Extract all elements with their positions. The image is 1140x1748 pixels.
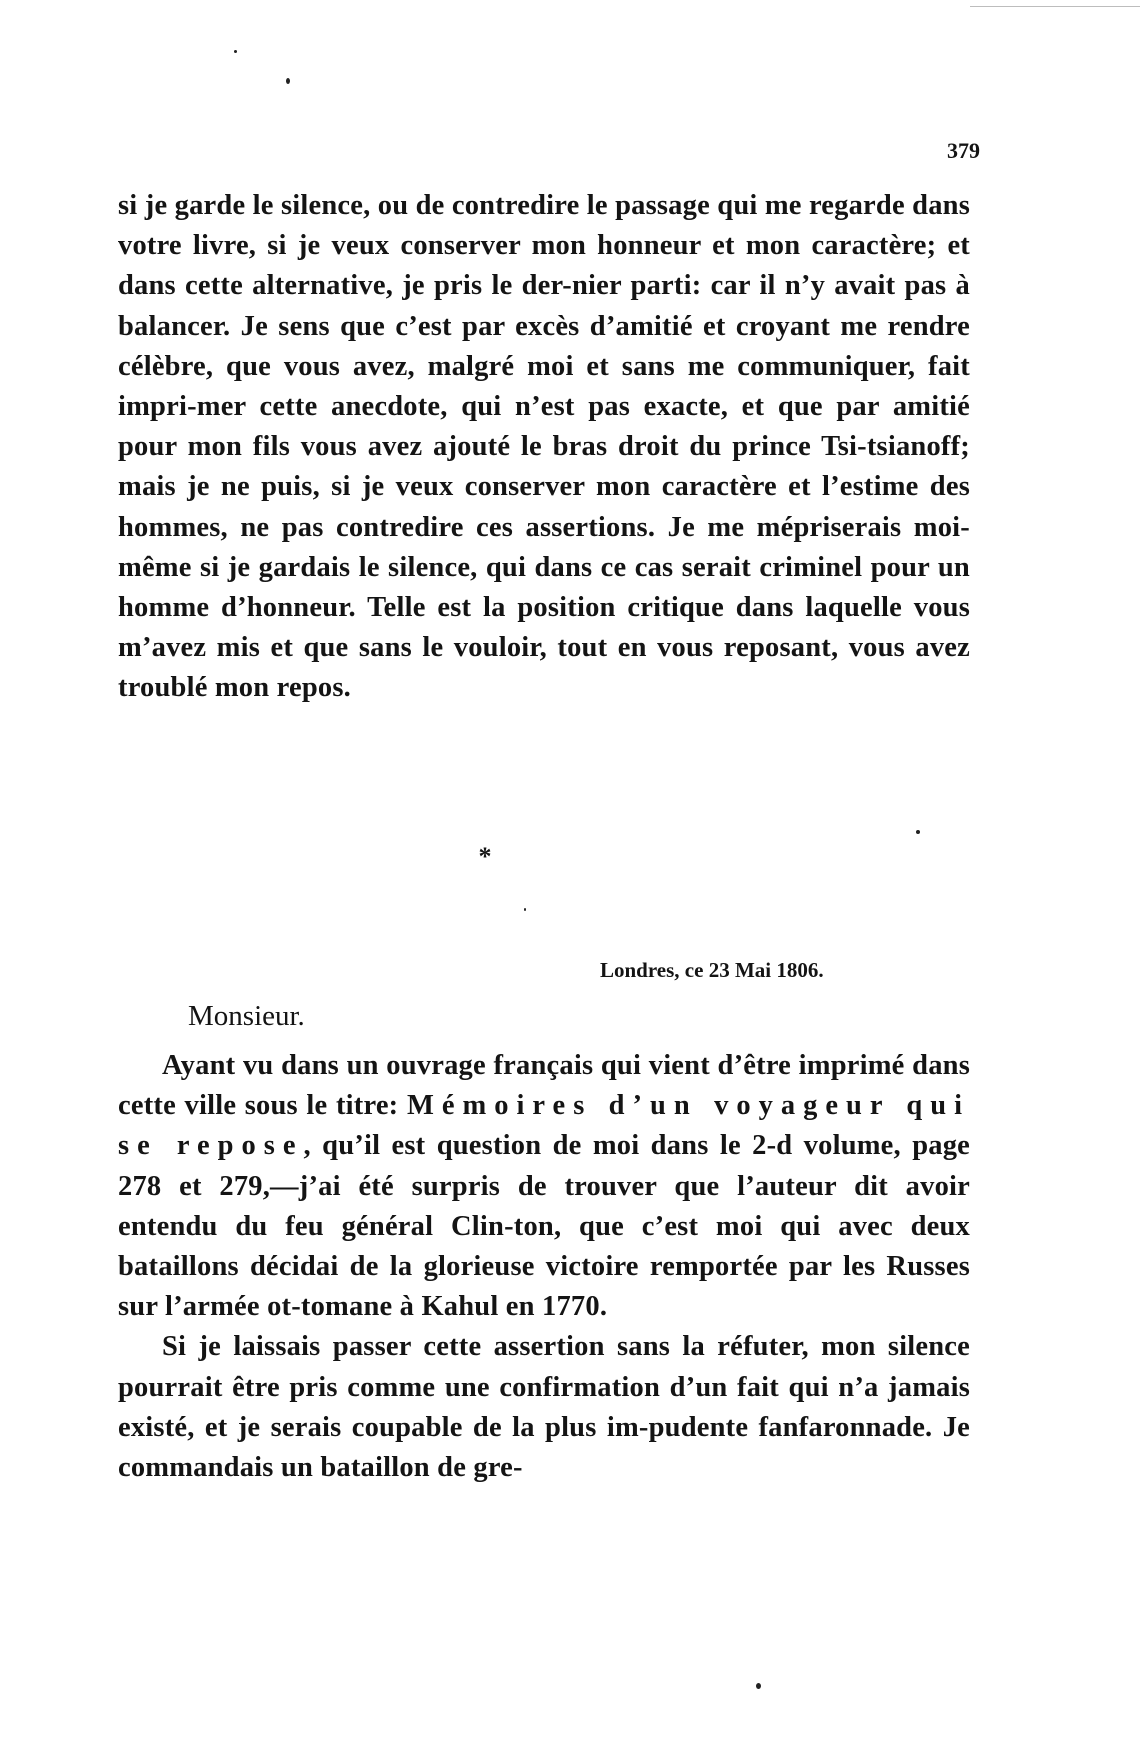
ink-speck [916,830,920,834]
continued-text [118,186,970,709]
section-separator: * [478,842,492,871]
letter-body [118,1046,970,1488]
ink-speck [234,50,237,53]
letter-paragraph-1 [118,1046,970,1327]
letter-salutation: Monsieur. [188,1000,305,1032]
letter-paragraph-2: Si je laissais passer cette assertion sans la réfuter, mon silence pourrait être pris comme une confirmation d’un fait qui n’a jamais existé, et je serais coupable de la plus im-pudente fanfaronnade. Je commandais un bataillon de gre- [118,1331,970,1484]
book-title: Mémoires d’un voyageur qui se repose [118,1090,970,1162]
continued-paragraph: si je garde le silence, ou de contredire le passage qui me regarde dans votre livre, si je veux conserver mon honneur et mon caractère; et dans cette alternative, je pris le der-nier parti: car il n’y avait pas à balancer. Je sens que c’est par excès d’amitié et croyant me rendre célèbre, que vous avez, malgré moi et sans me communiquer, fait impri-mer cette anecdote, qui n’est pas exacte, et que par amitié pour mon fils vous avez ajouté le bras droit du prince Tsi-tsianoff; mais je ne puis, si je veux conserver mon caractère et l’estime des hommes, ne pas contredire ces assertions. Je me mépriserais moi-même si je gardais le silence, qui dans ce cas serait criminel pour un homme d’honneur. Telle est la position critique dans laquelle vous m’avez mis et que sans le vouloir, tout en vous reposant, vous avez troublé mon repos. [118,190,970,704]
ink-speck [286,78,290,84]
page-number: 379 [947,138,980,163]
ink-speck [524,908,526,911]
paragraph-1-rest: , qu’il est question de moi dans le 2-d volume, page 278 et 279,—j’ai été surpris de trouver que l’auteur dit avoir entendu du feu général Clin-ton, que c’est moi qui avec deux bataillons décidai de la glorieuse victoire remportée par les Russes sur l’armée ot-tomane à Kahul en 1770. [118,1130,970,1323]
top-edge-rule [970,6,1140,7]
paragraph-1-lead: Ayant vu dans un ouvrage français qui vient d’être imprimé dans cette ville sous le titre: [118,1050,970,1122]
ink-speck [756,1683,761,1689]
letter-dateline: Londres, ce 23 Mai 1806. [600,958,824,982]
